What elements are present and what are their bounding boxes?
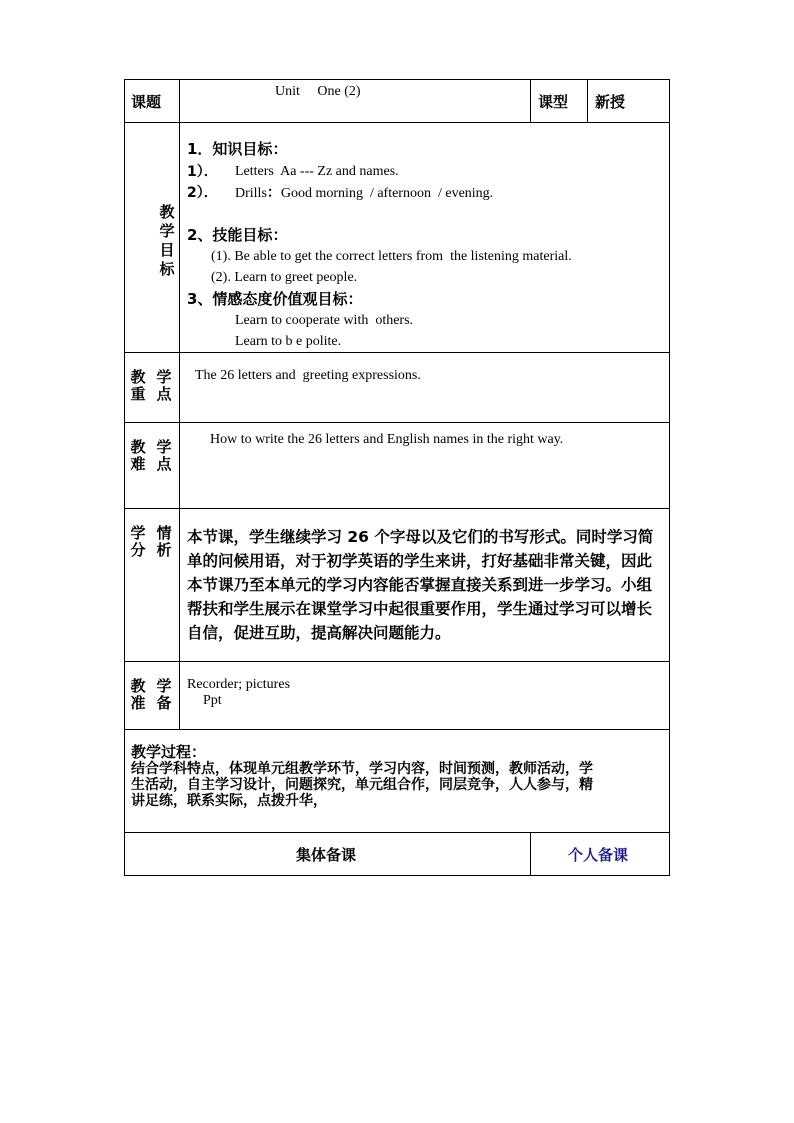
analysis-label-char: 学 xyxy=(130,524,146,542)
preparation-line: Ppt xyxy=(203,693,222,708)
preparation-label-char: 学 xyxy=(156,677,172,695)
process-line: 讲足练，联系实际，点拨升华， xyxy=(131,793,327,809)
row-divider xyxy=(124,352,670,353)
label-column-divider xyxy=(179,79,180,730)
preparation-label-char: 准 xyxy=(130,694,146,712)
analysis-label-char: 析 xyxy=(156,541,172,559)
row-divider xyxy=(124,729,670,730)
knowledge-item-text xyxy=(235,185,493,203)
analysis-line: 帮扶和学生展示在课堂学习中起很重要作用，学生通过学习可以增长 xyxy=(187,600,653,618)
objectives-label-char: 标 xyxy=(159,260,175,278)
knowledge-item-text: Letters Aa --- Zz and names. xyxy=(235,164,399,179)
key-points-text: The 26 letters and greeting expressions. xyxy=(195,368,421,383)
emotion-item-text: Learn to b e polite. xyxy=(235,334,342,349)
table-border xyxy=(124,875,670,876)
analysis-line: 单的问候用语，对于初学英语的学生来讲，打好基础非常关键，因此 xyxy=(187,552,653,570)
drills-label: Drills xyxy=(235,186,267,201)
row-divider xyxy=(124,508,670,509)
table-border xyxy=(124,79,670,80)
key-points-label-char: 重 xyxy=(130,385,146,403)
drills-colon: ： xyxy=(266,185,281,201)
column-divider xyxy=(530,79,531,123)
drills-text: Good morning / afternoon / evening. xyxy=(280,186,494,201)
row-divider xyxy=(124,661,670,662)
emotion-item-text: Learn to cooperate with others. xyxy=(235,313,414,328)
process-line: 生活动，自主学习设计，问题探究，单元组合作，同层竞争，人人参与，精 xyxy=(131,777,593,793)
difficult-points-label-char: 教 xyxy=(130,438,146,456)
skill-objective-title: 2、技能目标： xyxy=(187,226,288,244)
analysis-line: 本节课乃至本单元的学习内容能否掌握直接关系到进一步学习。小组 xyxy=(187,576,653,594)
difficult-points-label-char: 点 xyxy=(156,455,172,473)
preparation-label-char: 教 xyxy=(130,677,146,695)
analysis-line: 本节课，学生继续学习 26 个字母以及它们的书写形式。同时学习简 xyxy=(187,528,654,546)
column-divider xyxy=(530,832,531,876)
personal-prep-label: 个人备课 xyxy=(568,846,629,864)
type-label: 课型 xyxy=(538,93,569,111)
row-divider xyxy=(124,122,670,123)
knowledge-item-number: 1）． xyxy=(187,164,218,180)
analysis-label-char: 情 xyxy=(156,524,172,542)
difficult-points-label-char: 难 xyxy=(130,455,146,473)
key-points-label-char: 教 xyxy=(130,368,146,386)
objectives-label-char: 目 xyxy=(159,241,175,259)
column-divider xyxy=(587,79,588,123)
key-points-label-char: 点 xyxy=(156,385,172,403)
row-divider xyxy=(124,832,670,833)
process-paragraph xyxy=(131,761,665,809)
key-points-label-char: 学 xyxy=(156,368,172,386)
collective-prep-label: 集体备课 xyxy=(296,846,357,864)
table-border xyxy=(669,79,670,876)
emotion-objective-title: 3、情感态度价值观目标： xyxy=(187,290,363,308)
process-line: 结合学科特点，体现单元组教学环节，学习内容，时间预测，教师活动，学 xyxy=(131,761,593,777)
skill-item-text: (2). Learn to greet people. xyxy=(211,270,358,285)
process-title: 教学过程： xyxy=(131,743,207,761)
row-divider xyxy=(124,422,670,423)
skill-item-text: (1). Be able to get the correct letters from the listening material. xyxy=(211,249,572,264)
objectives-label-char: 教 xyxy=(159,203,175,221)
analysis-paragraph xyxy=(187,525,667,645)
analysis-label-char: 分 xyxy=(130,541,146,559)
table-border xyxy=(124,79,125,876)
preparation-line: Recorder; pictures xyxy=(187,677,291,692)
analysis-line: 自信，促进互助，提高解决问题能力。 xyxy=(187,624,451,642)
type-value: 新授 xyxy=(595,93,626,111)
difficult-points-label-char: 学 xyxy=(156,438,172,456)
knowledge-objective-title: 1．知识目标： xyxy=(187,140,288,158)
preparation-label-char: 备 xyxy=(156,694,172,712)
difficult-points-text: How to write the 26 letters and English names in the right way. xyxy=(210,432,564,447)
objectives-label-char: 学 xyxy=(159,222,175,240)
knowledge-item-number: 2）． xyxy=(187,185,218,201)
topic-label: 课题 xyxy=(131,93,162,111)
topic-value: Unit One (2) xyxy=(275,84,361,99)
